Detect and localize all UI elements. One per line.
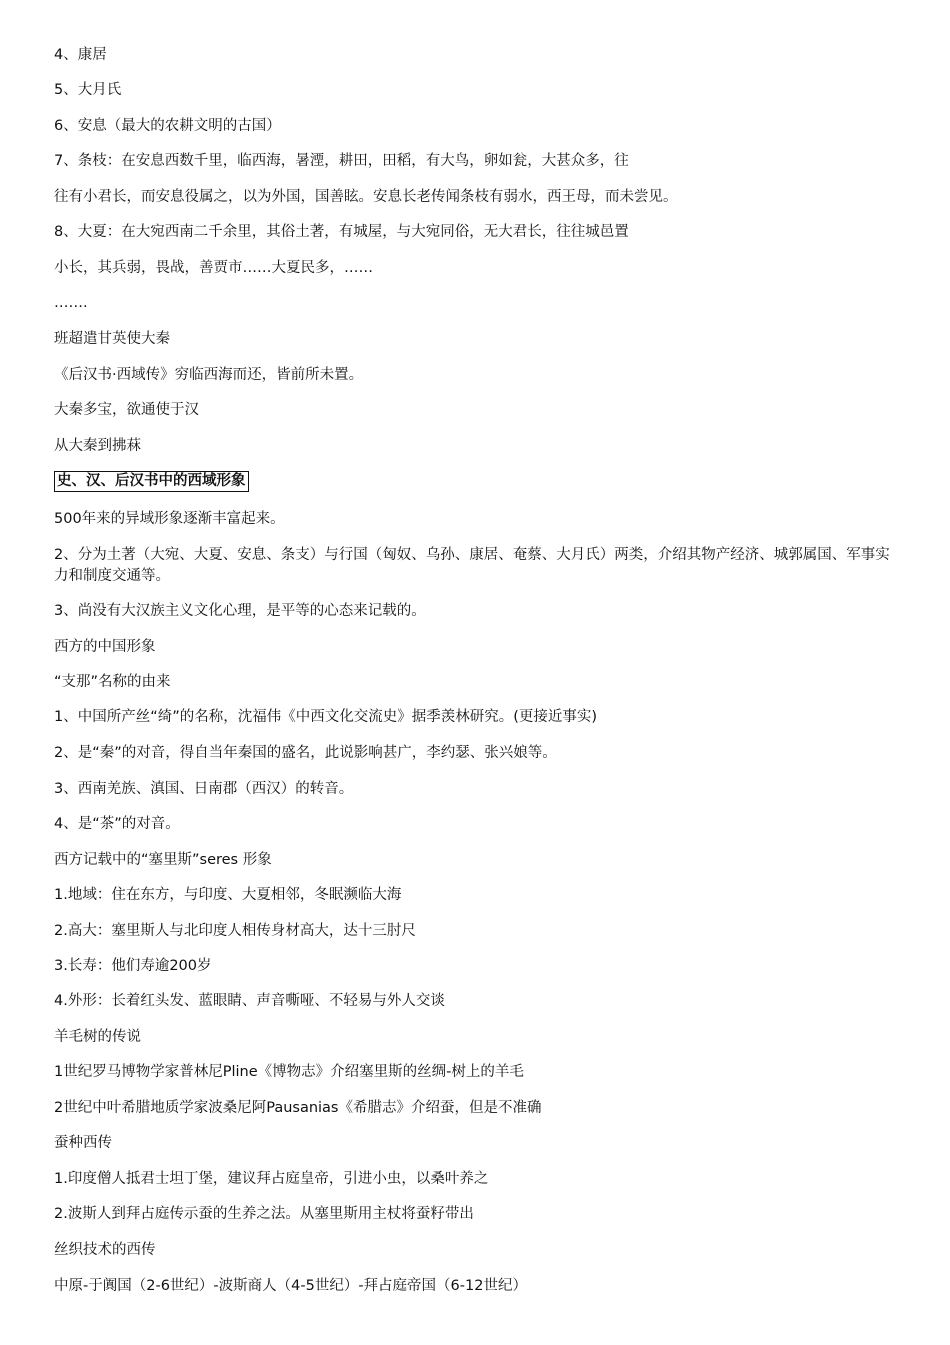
section-heading: 班超遣甘英使大秦 — [54, 331, 170, 347]
list-item: 2、是“秦”的对音，得自当年秦国的盛名，此说影响甚广，李约瑟、张兴娘等。 — [54, 745, 557, 761]
list-item-tiaozhi: 7、条枝：在安息西数千里，临西海，暑湮，耕田，田稻，有大鸟，卵如瓮，大甚众多，往 — [54, 153, 629, 169]
list-item-dayuezhi: 5、大月氏 — [54, 82, 122, 98]
section-heading: 羊毛树的传说 — [54, 1029, 141, 1045]
section-heading: 从大秦到拂菻 — [54, 438, 141, 454]
paragraph-continuation: 往有小君长，而安息役属之，以为外国，国善眩。安息长老传闻条枝有弱水，西王母，而未尝见。 — [54, 189, 678, 205]
list-item: 2.波斯人到拜占庭传示蚕的生养之法。从塞里斯用主杖将蚕籽带出 — [54, 1206, 474, 1222]
paragraph-continuation: 小长，其兵弱，畏战，善贾市……大夏民多，…… — [54, 260, 373, 276]
list-item: 1世纪罗马博物学家普林尼Pline《博物志》介绍塞里斯的丝绸-树上的羊毛 — [54, 1064, 524, 1080]
list-item: 2、分为土著（大宛、大夏、安息、条支）与行国（匈奴、乌孙、康居、奄蔡、大月氏）两类，介绍其物产经济、城郭属国、军事实力和制度交通等。 — [54, 547, 890, 584]
section-heading: 蚕种西传 — [54, 1135, 112, 1151]
list-item: 2.高大：塞里斯人与北印度人相传身材高大，达十三肘尺 — [54, 923, 416, 939]
list-item: 1、中国所产丝“绮”的名称，沈福伟《中西文化交流史》据季羡林研究。(更接近事实) — [54, 709, 598, 725]
list-item: 3.长寿：他们寿逾200岁 — [54, 958, 212, 974]
list-item: 1.印度僧人抵君士坦丁堡，建议拜占庭皇帝，引进小虫，以桑叶养之 — [54, 1171, 489, 1187]
list-item: 3、尚没有大汉族主义文化心理，是平等的心态来记载的。 — [54, 603, 426, 619]
paragraph: 《后汉书·西域传》穷临西海而还，皆前所未置。 — [54, 367, 364, 383]
list-item: 中原-于阗国（2-6世纪）-波斯商人（4-5世纪）-拜占庭帝国（6-12世纪） — [54, 1278, 527, 1294]
section-heading: 西方记载中的“塞里斯”seres 形象 — [54, 852, 272, 868]
boxed-heading-row — [54, 471, 904, 492]
list-item: 1.地域：住在东方，与印度、大夏相邻，冬眠濒临大海 — [54, 887, 402, 903]
list-item: 2世纪中叶希腊地质学家波桑尼阿Pausanias《希腊志》介绍蚕，但是不准确 — [54, 1100, 542, 1116]
section-heading: “支那”名称的由来 — [54, 674, 171, 690]
list-item: 3、西南羌族、滇国、日南郡（西汉）的转音。 — [54, 781, 354, 797]
boxed-heading: 史、汉、后汉书中的西域形象 — [54, 471, 249, 492]
paragraph: 500年来的异域形象逐渐丰富起来。 — [54, 511, 285, 527]
list-item-daxia: 8、大夏：在大宛西南二千余里，其俗土著，有城屋，与大宛同俗，无大君长，往往城邑置 — [54, 224, 629, 240]
list-item-kangju: 4、康居 — [54, 47, 107, 63]
section-heading: 丝织技术的西传 — [54, 1242, 156, 1258]
list-item: 4.外形：长着红头发、蓝眼睛、声音嘶哑、不轻易与外人交谈 — [54, 993, 445, 1009]
list-item-anxi: 6、安息（最大的农耕文明的古国） — [54, 118, 281, 134]
paragraph: 大秦多宝，欲通使于汉 — [54, 402, 199, 418]
section-heading: 西方的中国形象 — [54, 639, 156, 655]
ellipsis-line: ……. — [54, 295, 88, 311]
list-item: 4、是“茶”的对音。 — [54, 816, 180, 832]
